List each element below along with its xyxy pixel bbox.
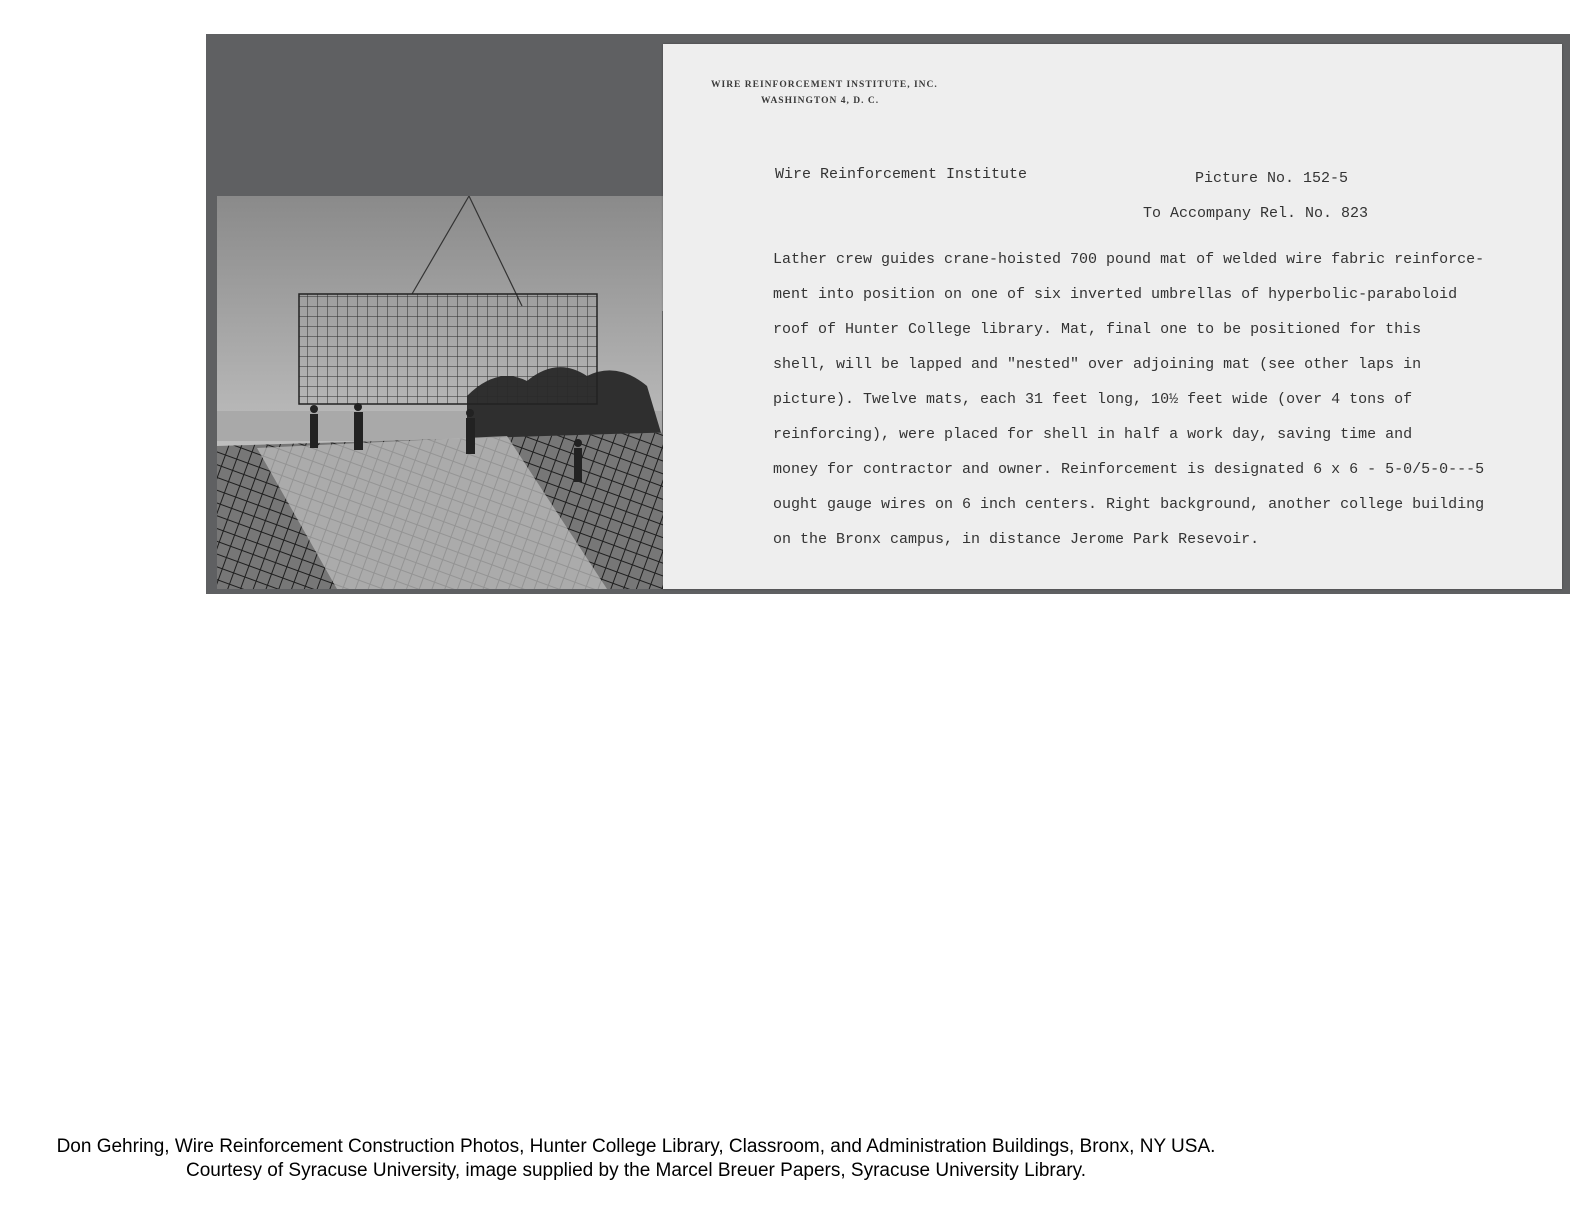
- description-line: money for contractor and owner. Reinforcement is designated 6 x 6 - 5-0/5-0---5: [773, 461, 1485, 478]
- photo-illustration: [217, 196, 712, 589]
- caption-line-2: Courtesy of Syracuse University, image supplied by the Marcel Breuer Papers, Syracuse University Library.: [185, 1160, 1087, 1181]
- caption-line-1: Don Gehring, Wire Reinforcement Construction Photos, Hunter College Library, Classroom, and Administration Buildings, Bronx, NY USA.: [56, 1136, 1216, 1157]
- description-line: Lather crew guides crane-hoisted 700 pound mat of welded wire fabric reinforce-: [773, 251, 1485, 268]
- picture-number: Picture No. 152-5: [1195, 170, 1349, 187]
- description-line: ment into position on one of six inverted umbrellas of hyperbolic-paraboloid: [773, 286, 1458, 303]
- letterhead: [711, 80, 938, 112]
- description-line: roof of Hunter College library. Mat, final one to be positioned for this: [773, 321, 1422, 338]
- description-line: reinforcing), were placed for shell in half a work day, saving time and: [773, 426, 1413, 443]
- construction-photograph: [217, 196, 712, 589]
- description-line: on the Bronx campus, in distance Jerome Park Resevoir.: [773, 531, 1260, 548]
- press-release-sheet: [663, 44, 1562, 589]
- description-line: picture). Twelve mats, each 31 feet long, 10½ feet wide (over 4 tons of: [773, 391, 1413, 408]
- image-caption: [0, 1135, 1272, 1183]
- description-line: ought gauge wires on 6 inch centers. Right background, another college building: [773, 496, 1485, 513]
- description-line: shell, will be lapped and "nested" over adjoining mat (see other laps in: [773, 356, 1422, 373]
- description-text: [773, 250, 1485, 565]
- release-reference: To Accompany Rel. No. 823: [1143, 205, 1369, 222]
- organization-name: Wire Reinforcement Institute: [775, 166, 1028, 183]
- letterhead-city: WASHINGTON 4, D. C.: [761, 96, 880, 106]
- letterhead-organization: WIRE REINFORCEMENT INSTITUTE, INC.: [711, 80, 938, 90]
